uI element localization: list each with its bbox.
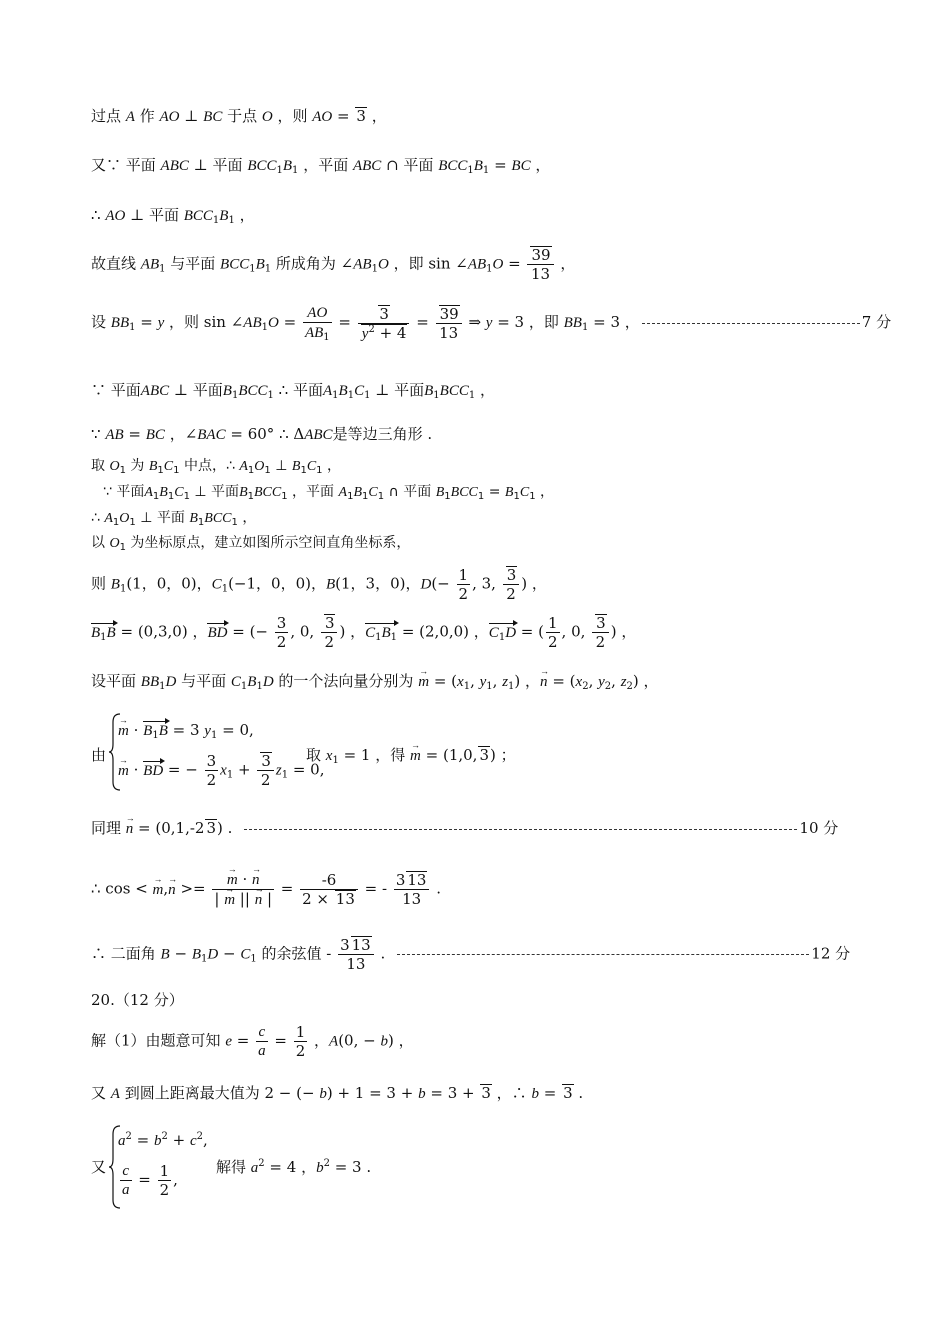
line-22-c: 解得 $a^2 = 4$ ，$b^2 = 3$ . — [216, 1158, 372, 1176]
line-15-a: → $m \cdot B_1B = 3$ $y_1 = 0$, — [118, 720, 254, 741]
line-6: ∵ 平面ABC ⊥ 平面$B_1BCC_1$ ∴ 平面$A_1B_1C_1$ ⊥ 平面$B_1BCC_1$ ， — [91, 381, 496, 401]
line-10: ∴ $A_1O_1$ ⊥ 平面 $B_1BCC_1$ ， — [91, 510, 257, 528]
line-1: 过点 A 作 AO ⊥ BC 于点 O ，则 AO = 3 ， — [91, 107, 387, 125]
line-4: 故直线 $AB_1$ 与平面 $BCC_1B_1$ 所成角为 $\angle AB_1O$ ，即 $\sin \angle AB_1O$ = $\frac{39}{13}$ ， — [91, 246, 576, 283]
line-11: 以 $O_1$ 为坐标原点，建立如图所示空间直角坐标系， — [91, 535, 411, 553]
line-15-c: 取 $x_1 = 1$ ，得 → m = (1,0, 3) ； — [306, 745, 516, 766]
line-22-b: $\frac{c}{a}$ = $\frac{1}{2}$ , — [122, 1162, 178, 1199]
line-9: ∵ 平面$A_1B_1C_1$ ⊥ 平面$B_1BCC_1$ ，平面 $A_1B_1C_1$ ∩ 平面 $B_1BCC_1 = B_1C_1$ ， — [103, 484, 555, 502]
line-18: ∴ 二面角 $B - B_1D - C_1$ 的余弦值 - $\frac{3 13}{13}$ . 12 分 — [91, 936, 851, 973]
line-3: ∴ AO ⊥ 平面 $BCC_1B_1$ ， — [91, 206, 255, 226]
line-22-you: 又 — [91, 1158, 107, 1176]
line-15-you: 由 — [91, 746, 107, 764]
line-16: 同理 → n = (0,1,-2 3) . 10 分 — [91, 818, 838, 839]
score-7: 7 分 — [861, 313, 892, 331]
line-15-b: → m · BD = − $\frac{3}{2}$ $x_1$ + $\frac{3}{2}$ $z_1 = 0$, — [118, 752, 325, 789]
line-17: ∴ cos < → m,→ n >= → $\frac{m \cdot \to n}{| \to m || \to n |}$ = $\frac{-6}{2 \times 13}$ = - $\frac{3 13}{13}$ . — [91, 870, 441, 909]
score-10: 10 分 — [799, 819, 839, 837]
line-7: ∵ AB = BC ，∠BAC = 60° ∴ ΔABC是等边三角形 . — [91, 425, 433, 443]
line-19: 20.（12 分） — [91, 991, 184, 1009]
line-2: 又∵ 平面 ABC ⊥ 平面 $BCC_1B_1$ ，平面 ABC ∩ 平面 $BCC_1B_1$ = BC ， — [91, 156, 551, 176]
score-12: 12 分 — [811, 944, 851, 963]
line-5: 设 $BB_1 = y$ ，则 $\sin \angle AB_1O$ = $\frac{AO}{AB_1}$ = $\frac{3}{y^2 + 4}$ = $\frac{39}{13}$ ⇒ y = 3 ，即 $BB_1 = 3$ ， 7 分 — [91, 304, 892, 343]
line-14: 设平面 $BB_1D$ 与平面 $C_1B_1D$ 的一个法向量分别为 → $m = (x_1$, $y_1$, $z_1$) ，→ $n = (x_2$, $y_2$, $z_2$) ， — [91, 671, 659, 692]
line-12: 则 $B_1(1$，0，0)，$C_1(-1$，0，0)，B(1，3，0)，D(− $\frac{1}{2}$ , 3, $\frac{3}{2}$ ) ， — [91, 566, 547, 603]
line-21: 又 A 到圆上距离最大值为 2 − (− b) + 1 = 3 + b = 3 + 3 ，∴ b = 3 . — [91, 1084, 584, 1102]
line-22-a: $a^2 = b^2 + c^2$, — [118, 1131, 208, 1149]
line-8: 取 $O_1$ 为 $B_1C_1$ 中点，∴ $A_1O_1$ ⊥ $B_1C_1$ ， — [91, 458, 341, 476]
line-13: $B_1B = (0,3,0)$ ，BD = (− $\frac{3}{2}$ , 0, $\frac{3}{2}$ ) ，$C_1B_1 = (2,0,0)$ ，$C_1D$ = ( $\frac{1}{2}$ , 0, $\frac{3}{2}$ ) ， — [91, 614, 637, 651]
line-20: 解（1）由题意可知 e = $\frac{c}{a}$ = $\frac{1}{2}$ ，A(0, − b) ， — [91, 1023, 414, 1060]
